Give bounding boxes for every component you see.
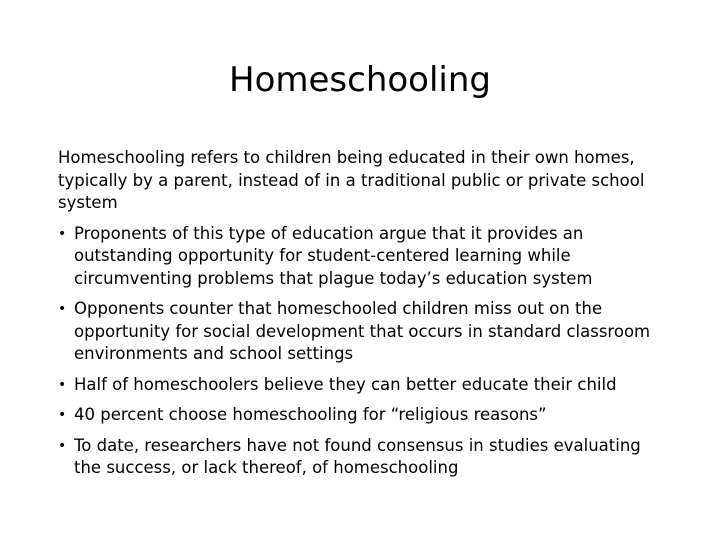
bullet-dot-icon: •: [58, 225, 67, 242]
bullet-text: Proponents of this type of education argue that it provides an outstanding opportunity for student-centered learning while circumventing problems that plague today’s education system: [74, 223, 593, 288]
bullet-item: [58, 404, 668, 427]
bullet-dot-icon: •: [58, 407, 67, 423]
bullet-text: Half of homeschoolers believe they can better educate their child: [74, 374, 617, 394]
bullet-text: Opponents counter that homeschooled children miss out on the opportunity for social development that occurs in standard classroom environments and school settings: [74, 299, 651, 363]
bullet-dot-icon: •: [58, 437, 67, 454]
bullet-text: 40 percent choose homeschooling for “religious reasons”: [74, 405, 547, 424]
bullet-dot-icon: •: [58, 376, 67, 393]
slide-body: [58, 147, 668, 488]
bullet-list: [58, 223, 668, 480]
bullet-item: [58, 374, 668, 397]
bullet-item: [58, 298, 668, 366]
bullet-text: To date, researchers have not found consensus in studies evaluating the success, or lack thereof, of homeschooling: [74, 435, 641, 477]
intro-paragraph: Homeschooling refers to children being educated in their own homes, typically by a parent, instead of in a traditional public or private school system: [58, 148, 645, 212]
bullet-item: [58, 223, 668, 291]
slide-title: Homeschooling: [229, 60, 491, 100]
bullet-dot-icon: •: [58, 301, 67, 317]
bullet-item: [58, 435, 668, 480]
